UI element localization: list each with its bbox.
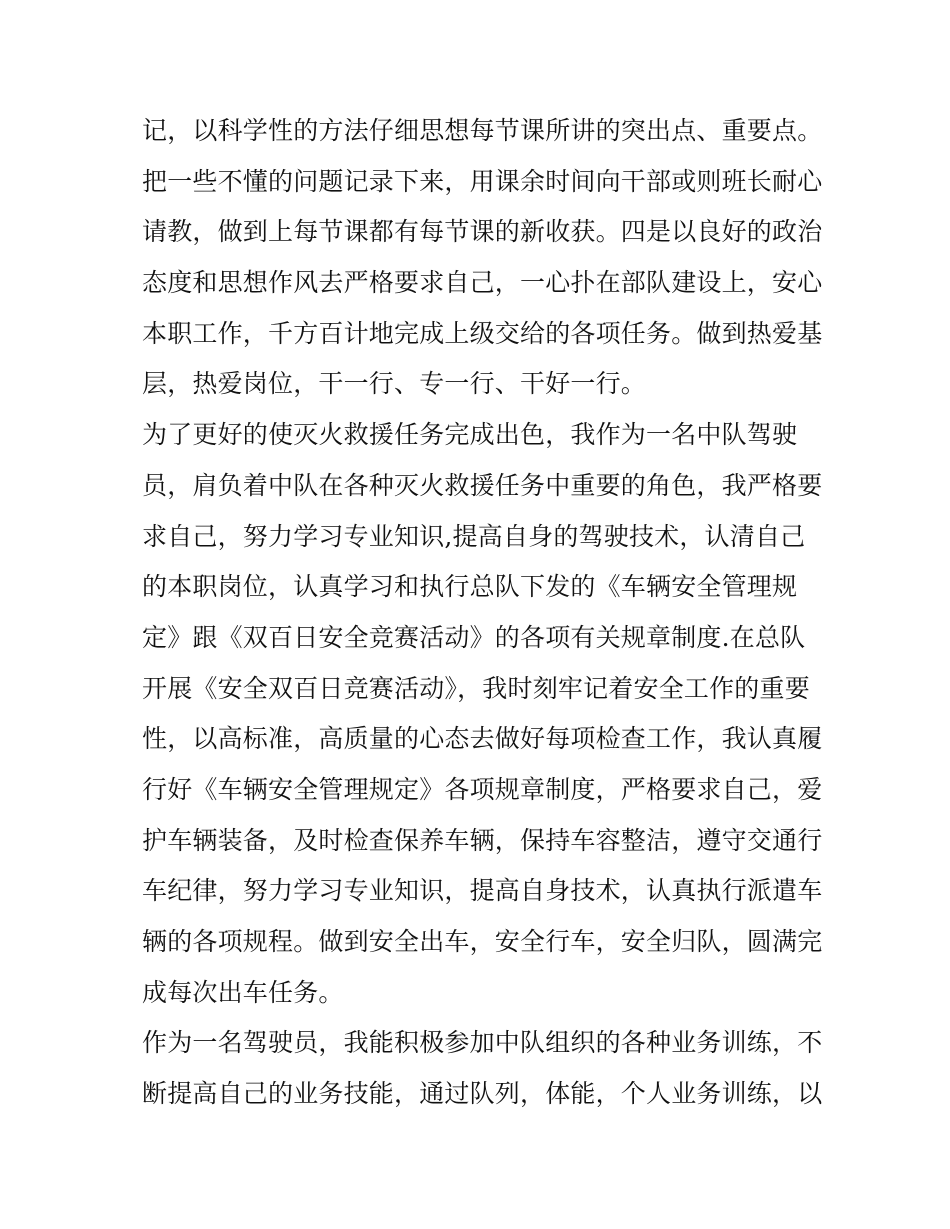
text-line: 定》跟《双百日安全竞赛活动》的各项有关规章制度.在总队	[142, 622, 806, 652]
text-line: 辆的各项规程。做到安全出车，安全行车，安全归队，圆满完	[142, 927, 823, 956]
text-line: 把一些不懂的问题记录下来，用课余时间向干部或则班长耐心	[142, 166, 823, 196]
text-line: 请教，做到上每节课都有每节课的新收获。四是以良好的政治	[142, 217, 823, 247]
text-line: 层，热爱岗位，干一行、专一行、干好一行。	[142, 369, 647, 399]
text-line: 性，以高标准，高质量的心态去做好每项检查工作，我认真履	[142, 724, 823, 754]
text-line: 为了更好的使灭火救援任务完成出色，我作为一名中队驾驶	[142, 420, 798, 450]
text-line: 车纪律，努力学习专业知识，提高自身技术，认真执行派遣车	[142, 876, 823, 906]
text-line: 的本职岗位，认真学习和执行总队下发的《车辆安全管理规	[142, 572, 798, 602]
text-line: 护车辆装备，及时检查保养车辆，保持车容整洁，遵守交通行	[142, 825, 823, 855]
text-line: 行好《车辆安全管理规定》各项规章制度，严格要求自己，爱	[142, 774, 823, 804]
text-line: 记，以科学性的方法仔细思想每节课所讲的突出点、重要点。	[142, 116, 823, 145]
text-line: 开展《安全双百日竞赛活动》，我时刻牢记着安全工作的重要	[142, 673, 810, 703]
text-line: 求自己，努力学习专业知识,提高自身的驾驶技术，认清自己	[142, 521, 806, 551]
text-line: 本职工作，千方百计地完成上级交给的各项任务。做到热爱基	[142, 318, 823, 348]
text-line: 作为一名驾驶员，我能积极参加中队组织的各种业务训练，不	[142, 1028, 823, 1058]
text-line: 员，肩负着中队在各种灭火救援任务中重要的角色，我严格要	[142, 470, 823, 500]
text-line: 成每次出车任务。	[142, 977, 344, 1007]
document-body	[142, 106, 822, 1120]
text-line: 断提高自己的业务技能，通过队列，体能，个人业务训练，以	[142, 1079, 823, 1109]
text-line: 态度和思想作风去严格要求自己，一心扑在部队建设上，安心	[142, 268, 823, 298]
